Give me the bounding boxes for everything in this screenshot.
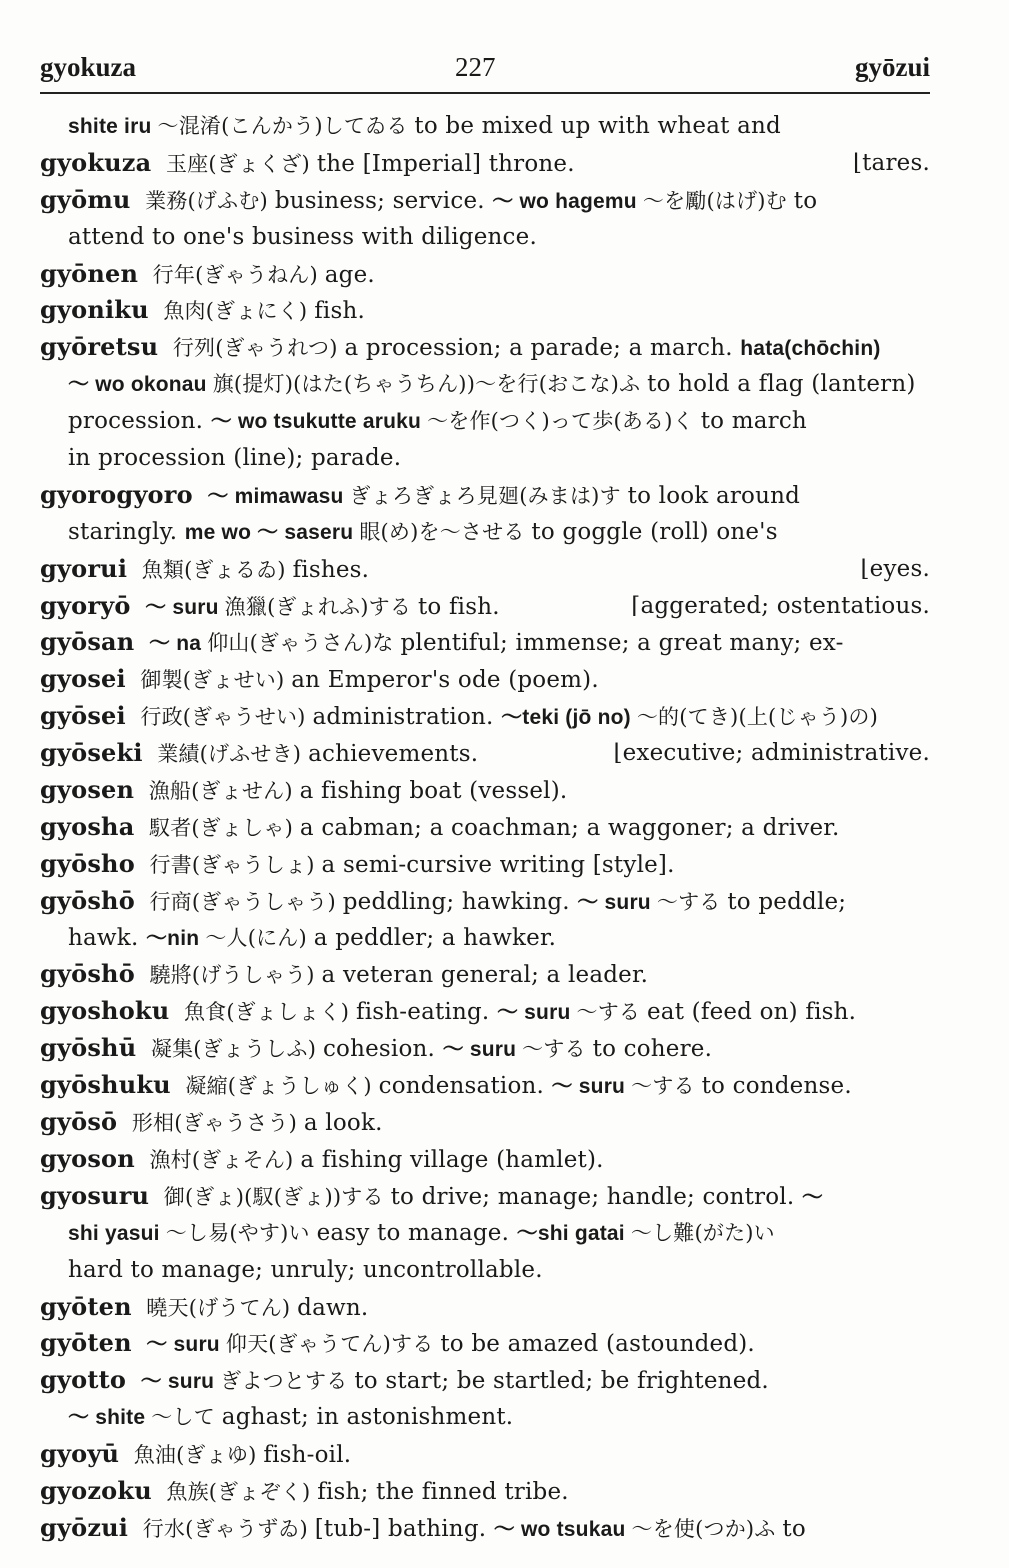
headword: gyōmu: [40, 184, 140, 214]
dictionary-entries: [40, 108, 932, 1547]
headword: gyōshō: [40, 885, 144, 915]
page-number: 227: [455, 52, 496, 82]
definition-text: condensation.: [378, 1073, 552, 1100]
headword: gyōsan: [40, 627, 144, 657]
definition-text: in procession (line); parade.: [68, 445, 402, 472]
entry-line: [40, 809, 932, 846]
definition-text: hawk.: [68, 924, 146, 951]
definition-text: to fish.: [417, 593, 500, 620]
definition-text: business; service.: [274, 187, 493, 214]
definition-text: a look.: [303, 1110, 383, 1137]
entry-line: [40, 551, 932, 588]
japanese-text: 仰天(ぎゃうてん)する: [225, 1332, 441, 1357]
entry-line: [40, 1104, 932, 1141]
romaji-phrase: hata(chōchin): [740, 337, 881, 361]
definition-text: cohesion.: [322, 1036, 443, 1063]
japanese-text: 〜し易(やす)い: [165, 1220, 317, 1245]
headword: gyozoku: [40, 1475, 161, 1505]
headword: gyoryō: [40, 590, 140, 620]
definition-text: dawn.: [297, 1294, 369, 1321]
japanese-text: 〜する: [576, 1000, 647, 1025]
definition-text: procession.: [68, 408, 211, 435]
definition-text: a fishing village (hamlet).: [300, 1146, 604, 1173]
entry-continuation-line: [40, 219, 932, 256]
romaji-phrase: 〜 na: [149, 632, 208, 656]
romaji-phrase: 〜 suru: [577, 890, 657, 914]
headword: gyōshuku: [40, 1070, 180, 1100]
romaji-phrase: 〜 wo okonau: [68, 373, 213, 397]
definition-text: to: [782, 1515, 806, 1542]
headword: gyorui: [40, 553, 136, 583]
entry-line: [40, 735, 932, 772]
japanese-text: 漁村(ぎょそん): [149, 1147, 301, 1172]
romaji-phrase: 〜: [801, 1185, 824, 1209]
definition-text: to start; be startled; be frightened.: [354, 1368, 769, 1395]
headword: gyōsei: [40, 701, 135, 731]
japanese-text: 漁獵(ぎょれふ)する: [224, 594, 418, 619]
entry-line: [40, 1473, 932, 1510]
entry-line: [40, 1141, 932, 1178]
definition-text: to march: [700, 408, 807, 435]
headword: gyokuza: [40, 147, 160, 177]
japanese-text: 曉天(げうてん): [146, 1295, 298, 1320]
entry-line: [40, 1510, 932, 1547]
japanese-text: 〜し難(がた)い: [630, 1220, 775, 1245]
definition-text: to peddle;: [727, 888, 847, 915]
romaji-phrase: 〜 shite: [68, 1406, 152, 1430]
definition-text: fish.: [314, 298, 366, 325]
japanese-text: 〜を勵(はげ)む: [642, 188, 794, 213]
entry-line: [40, 1325, 932, 1362]
headword: gyōten: [40, 1291, 141, 1321]
japanese-text: 行年(ぎゃうねん): [152, 262, 325, 287]
headword: gyōretsu: [40, 332, 167, 362]
entry-line: [40, 292, 932, 329]
entry-line: [40, 846, 932, 883]
headword: gyōnen: [40, 258, 147, 288]
entry-continuation-line: [40, 1215, 932, 1252]
definition-text: to: [793, 187, 818, 214]
overflow-fragment: ⌊tares.: [852, 149, 930, 176]
headword: gyōshō: [40, 959, 144, 989]
definition-text: fish; the finned tribe.: [317, 1478, 569, 1505]
definition-text: easy to manage.: [316, 1219, 517, 1246]
entry-line: [40, 1289, 932, 1326]
japanese-text: 魚油(ぎょゆ): [133, 1443, 264, 1468]
definition-text: a peddler; a hawker.: [313, 924, 557, 951]
entry-continuation-line: [40, 403, 932, 440]
definition-text: to condense.: [701, 1073, 852, 1100]
definition-text: age.: [324, 261, 375, 288]
header-last-word: gyōzui: [854, 52, 930, 82]
definition-text: attend to one's business with diligence.: [68, 223, 537, 250]
romaji-phrase: 〜 wo tsukutte aruku: [210, 410, 428, 434]
entry-line: [40, 1362, 932, 1399]
headword: gyōsho: [40, 848, 144, 878]
japanese-text: 行商(ぎゃうしゃう): [149, 889, 343, 914]
romaji-phrase: shi yasui: [68, 1221, 166, 1245]
entry-line: [40, 698, 932, 735]
entry-continuation-line: [40, 1252, 932, 1289]
headword: gyōsō: [40, 1107, 126, 1137]
entry-line: [40, 477, 932, 514]
japanese-text: 旗(提灯)(はた(ちゃうちん))〜を行(おこな)ふ: [212, 372, 648, 397]
headword: gyotto: [40, 1365, 135, 1395]
japanese-text: 漁船(ぎょせん): [148, 779, 300, 804]
headword: gyosei: [40, 664, 135, 694]
headword: gyosen: [40, 775, 143, 805]
japanese-text: 〜する: [656, 889, 728, 914]
definition-text: fishes.: [292, 556, 370, 583]
definition-text: aghast; in astonishment.: [221, 1404, 514, 1431]
japanese-text: 仰山(ぎゃうさん)な: [207, 631, 401, 656]
headword: gyōseki: [40, 738, 152, 768]
japanese-text: 〜して: [151, 1405, 222, 1430]
entry-continuation-line: [40, 920, 932, 957]
definition-text: a cabman; a coachman; a waggoner; a driver.: [299, 814, 840, 841]
entry-continuation-line: [40, 1399, 932, 1436]
definition-text: an Emperor's ode (poem).: [291, 667, 599, 694]
definition-text: eat (feed on) fish.: [647, 999, 857, 1026]
header-first-word: gyokuza: [40, 52, 137, 82]
entry-line: [40, 182, 932, 219]
entry-line: [40, 329, 932, 366]
entry-continuation-line: [40, 514, 932, 551]
japanese-text: 行政(ぎゃうせい): [140, 705, 313, 730]
romaji-phrase: 〜 suru: [145, 595, 225, 619]
headword: gyosha: [40, 811, 144, 841]
romaji-phrase: me wo 〜 saseru: [184, 520, 360, 544]
japanese-text: 〜する: [631, 1074, 702, 1099]
japanese-text: ぎょろぎょろ見廻(みまは)す: [349, 483, 628, 508]
romaji-phrase: shite iru: [68, 115, 158, 138]
headword: gyōzui: [40, 1512, 137, 1542]
japanese-text: 業績(げふせき): [157, 742, 309, 767]
definition-text: administration.: [312, 704, 502, 731]
japanese-text: 玉座(ぎょくざ): [165, 151, 317, 176]
definition-text: a procession; a parade; a march.: [344, 335, 741, 362]
japanese-text: 魚肉(ぎょにく): [163, 299, 315, 324]
entry-line: [40, 256, 932, 293]
definition-text: to cohere.: [592, 1036, 713, 1063]
definition-text: achievements.: [308, 741, 479, 768]
entry-line: [40, 624, 932, 661]
definition-text: peddling; hawking.: [342, 888, 578, 915]
definition-text: to be mixed up with wheat and: [414, 113, 781, 139]
headword: gyoshoku: [40, 996, 178, 1026]
romaji-phrase: 〜nin: [145, 926, 206, 950]
definition-text: to drive; manage; handle; control.: [390, 1183, 802, 1210]
definition-text: to be amazed (astounded).: [440, 1331, 755, 1358]
definition-text: plentiful; immense; a great many; ex-: [400, 630, 844, 657]
entry-continuation-line: [40, 108, 932, 145]
definition-text: staringly.: [68, 518, 185, 545]
romaji-phrase: 〜teki (jō no): [501, 706, 637, 730]
japanese-text: 形相(ぎゃうさう): [131, 1111, 304, 1136]
overflow-fragment: ⌊eyes.: [860, 555, 930, 582]
japanese-text: 〜人(にん): [205, 925, 314, 950]
romaji-phrase: 〜 mimawasu: [207, 484, 350, 508]
romaji-phrase: 〜 wo hagemu: [492, 189, 643, 213]
romaji-phrase: 〜shi gatai: [516, 1221, 631, 1245]
entry-line: [40, 956, 932, 993]
entry-line: [40, 993, 932, 1030]
entry-line: [40, 883, 932, 920]
japanese-text: 魚族(ぎょぞく): [166, 1479, 318, 1504]
definition-text: a semi-cursive writing [style].: [321, 851, 675, 878]
japanese-text: 御(ぎょ)(馭(ぎょ))する: [163, 1184, 391, 1209]
japanese-text: 業務(げふむ): [145, 188, 275, 213]
definition-text: to goggle (roll) one's: [531, 518, 778, 545]
japanese-text: 行書(ぎゃうしょ): [149, 852, 322, 877]
japanese-text: 行列(ぎゃうれつ): [172, 336, 345, 361]
headword: gyōshū: [40, 1033, 145, 1063]
headword: gyoniku: [40, 295, 158, 325]
entry-continuation-line: [40, 440, 932, 477]
japanese-text: 凝集(ぎょうしふ): [150, 1037, 323, 1062]
japanese-text: 魚類(ぎょるゐ): [141, 557, 293, 582]
headword: gyosuru: [40, 1180, 158, 1210]
japanese-text: 眼(め)を〜させる: [359, 519, 532, 544]
japanese-text: 〜混淆(こんかう)してゐる: [157, 114, 415, 138]
entry-line: [40, 1067, 932, 1104]
definition-text: fish-oil.: [263, 1442, 352, 1469]
definition-text: [tub-] bathing.: [314, 1515, 494, 1542]
japanese-text: 〜を使(つか)ふ: [631, 1516, 783, 1541]
headword: gyoson: [40, 1143, 144, 1173]
entry-line: [40, 1030, 932, 1067]
headword: gyōten: [40, 1328, 141, 1358]
page-header: [40, 52, 930, 94]
japanese-text: 御製(ぎょせい): [140, 668, 292, 693]
romaji-phrase: 〜 wo tsukau: [493, 1517, 632, 1541]
entry-line: [40, 661, 932, 698]
japanese-text: 驍將(げうしゃう): [149, 963, 322, 988]
entry-line: [40, 1178, 932, 1215]
headword: gyoyū: [40, 1439, 128, 1469]
entry-line: [40, 1436, 932, 1473]
japanese-text: 〜的(てき)(上(じゃう)の): [636, 705, 879, 730]
romaji-phrase: 〜 suru: [442, 1038, 523, 1062]
romaji-phrase: 〜 suru: [146, 1333, 226, 1357]
entry-line: [40, 588, 932, 625]
overflow-fragment: ⌈aggerated; ostentatious.: [631, 592, 930, 619]
japanese-text: 凝縮(ぎょうしゅく): [185, 1074, 379, 1099]
definition-text: a fishing boat (vessel).: [299, 778, 568, 805]
definition-text: to hold a flag (lantern): [647, 371, 916, 398]
definition-text: fish-eating.: [356, 999, 497, 1026]
definition-text: to look around: [627, 482, 801, 509]
japanese-text: 馭者(ぎょしゃ): [149, 815, 300, 840]
definition-text: a veteran general; a leader.: [321, 962, 649, 989]
definition-text: the [Imperial] throne.: [316, 150, 575, 177]
romaji-phrase: 〜 suru: [496, 1001, 577, 1025]
entry-line: [40, 772, 932, 809]
overflow-fragment: ⌊executive; administrative.: [613, 740, 930, 767]
japanese-text: 行水(ぎゃうずゐ): [142, 1516, 315, 1541]
headword: gyorogyoro: [40, 479, 202, 509]
japanese-text: ぎよつとする: [220, 1369, 355, 1394]
japanese-text: 〜を作(つく)って歩(ある)く: [427, 409, 701, 434]
japanese-text: 〜する: [522, 1037, 593, 1062]
entry-continuation-line: [40, 366, 932, 403]
definition-text: hard to manage; unruly; uncontrollable.: [68, 1256, 543, 1283]
japanese-text: 魚食(ぎょしょく): [183, 1000, 356, 1025]
romaji-phrase: 〜 suru: [140, 1370, 221, 1394]
entry-line: [40, 145, 932, 182]
romaji-phrase: 〜 suru: [551, 1075, 632, 1099]
